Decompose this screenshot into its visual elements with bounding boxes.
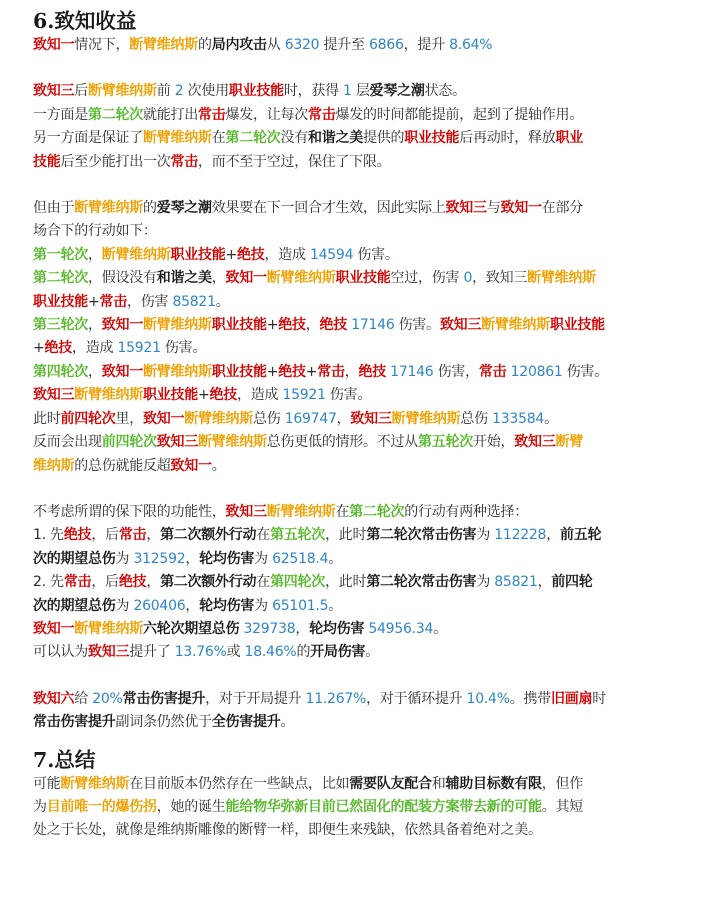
text-run: 。	[215, 293, 230, 310]
text-run: 反而会出现	[33, 434, 102, 451]
text-run: 在	[256, 574, 271, 591]
text-line	[33, 408, 690, 431]
text-run: ，	[88, 317, 102, 334]
text-line	[33, 267, 690, 290]
text-run: 总伤	[253, 410, 285, 427]
text-run: ，	[146, 527, 161, 544]
text-run: 1. 先	[33, 527, 64, 544]
red-highlight: 绝技	[319, 317, 347, 334]
text-line	[33, 197, 690, 220]
red-highlight: 致知三	[514, 434, 556, 451]
text-line	[33, 80, 690, 103]
bold-term: 爱琴之潮	[369, 83, 425, 100]
text-line	[33, 34, 690, 57]
green-highlight: 前四轮次	[101, 434, 157, 451]
orange-highlight: 断臂维纳斯	[143, 317, 212, 334]
text-run: 。	[328, 597, 343, 614]
red-highlight: 致知一	[170, 457, 212, 474]
text-run: 在	[256, 527, 271, 544]
red-highlight: 职业技能	[33, 293, 88, 310]
number-value: 120861	[510, 363, 563, 380]
text-run: +	[266, 317, 279, 334]
text-run: 开始，	[473, 434, 515, 451]
section-7-heading: 7.总结	[33, 747, 96, 772]
red-highlight: 致知一	[101, 317, 143, 334]
red-highlight: 致知六	[33, 690, 75, 707]
green-highlight: 能给物华弥新目前已然固化的配装方案带去新的可能	[225, 798, 542, 815]
bold-term: 和谐之美	[156, 270, 212, 287]
orange-highlight: 断臂维纳斯	[266, 270, 336, 287]
text-run: ，	[185, 597, 200, 614]
text-line	[33, 571, 690, 594]
text-run: 时	[592, 690, 607, 707]
number-value: 1	[343, 83, 352, 100]
text-run: 爆发，让每次	[225, 106, 308, 123]
red-highlight: 致知一	[101, 363, 143, 380]
section-6-body	[33, 34, 690, 735]
bold-term: 和谐之美	[308, 130, 363, 147]
bold-term: 次的期望总伤	[33, 550, 116, 567]
red-highlight: 致知三	[33, 387, 75, 404]
red-highlight: 致知一	[33, 37, 75, 53]
text-run: ，此时	[325, 574, 367, 591]
red-highlight: 致知三	[225, 503, 267, 520]
red-highlight: 职业技能	[143, 387, 198, 404]
number-value: 133584	[492, 410, 545, 427]
red-highlight: 绝技	[236, 246, 265, 263]
text-run: 处之于长处，就像是维纳斯雕像的断臂一样，即便生来残缺，依然具备着绝对之美。	[33, 822, 542, 839]
green-highlight: 第三轮次	[33, 317, 88, 334]
text-run: 爆发的时间都能提前，起到了提轴作用。	[335, 106, 583, 123]
text-run: ，	[305, 317, 320, 334]
text-run: ，造成	[264, 246, 310, 263]
text-line	[33, 595, 690, 618]
green-highlight: 第五轮次	[270, 527, 326, 544]
text-run: 在目前版本仍然存在一些缺点，比如	[129, 775, 350, 792]
text-run: 。	[365, 644, 379, 661]
red-highlight: 常击	[63, 574, 92, 591]
red-highlight: 职业	[555, 130, 583, 147]
red-highlight: 绝技	[44, 340, 72, 357]
text-line	[33, 314, 690, 337]
paragraph-gap	[33, 665, 690, 688]
text-run: 层	[351, 83, 370, 100]
text-run: ，后	[91, 574, 119, 591]
bold-term: 第二次额外行动	[160, 527, 257, 544]
number-value: 65101.5	[272, 597, 329, 614]
paragraph-gap	[33, 57, 690, 80]
text-line	[33, 455, 690, 478]
text-line	[33, 151, 690, 174]
text-run: ，而不至于空过，保住了下限。	[198, 153, 391, 170]
red-highlight: 常击	[308, 106, 336, 123]
text-line	[33, 688, 690, 711]
red-highlight: 常击	[478, 363, 507, 380]
text-line	[33, 291, 690, 314]
red-highlight: 常击	[317, 363, 345, 380]
number-value: 13.76%	[174, 644, 227, 661]
number-value: 6320	[284, 37, 320, 53]
text-run: 总伤	[460, 410, 493, 427]
text-run: 为	[115, 550, 134, 567]
text-run: 后	[74, 83, 88, 100]
text-run: ，伤害	[126, 293, 173, 310]
text-run: 。	[211, 457, 226, 474]
text-run: 伤害。	[160, 340, 207, 357]
paragraph-gap	[33, 478, 690, 501]
text-run: 和	[431, 775, 446, 792]
orange-highlight: 断臂维纳斯	[74, 620, 143, 637]
text-run: 情况下，	[74, 37, 130, 53]
text-run: 时，获得	[283, 83, 344, 100]
orange-highlight: 断臂维纳斯	[88, 83, 157, 100]
text-run: ，致知三	[472, 270, 528, 287]
orange-highlight: 断臂维纳斯	[143, 130, 212, 147]
text-run: 可能	[33, 775, 61, 792]
text-run: ，	[537, 574, 552, 591]
text-run: ，	[88, 246, 102, 263]
orange-highlight: 断臂维纳斯	[143, 363, 212, 380]
number-value: 8.64%	[449, 37, 493, 53]
text-run: +	[225, 246, 237, 263]
text-run: 伤害。	[353, 246, 399, 263]
text-line	[33, 796, 690, 819]
red-highlight: 绝技	[63, 527, 92, 544]
text-run: 。携带	[509, 690, 552, 707]
red-highlight: 职业技能	[549, 317, 605, 334]
red-highlight: 致知三	[439, 317, 482, 334]
number-value: 112228	[494, 527, 547, 544]
green-highlight: 第二轮次	[88, 106, 143, 123]
text-run: 没有	[280, 130, 308, 147]
text-run: 效果要在下一回合才生效，因此实际上	[211, 200, 446, 217]
red-highlight: 绝技	[209, 387, 237, 404]
text-run: ，此时	[325, 527, 367, 544]
red-highlight: 绝技	[278, 363, 306, 380]
text-line	[33, 524, 690, 547]
red-highlight: 常击	[99, 293, 127, 310]
text-run: ，	[185, 550, 200, 567]
text-run: ，造成	[71, 340, 118, 357]
orange-highlight: 断臂维纳斯	[527, 270, 596, 287]
text-run: ，	[211, 270, 226, 287]
text-run: ，但作	[541, 775, 583, 792]
number-value: 17146	[390, 363, 434, 380]
text-run: 在	[335, 503, 350, 520]
text-run: ，	[546, 527, 560, 544]
text-run: 另一方面是保证了	[33, 130, 143, 147]
bold-term: 全伤害提升	[211, 714, 281, 731]
red-highlight: 前四轮次	[60, 410, 116, 427]
bold-term: 常击伤害提升	[33, 714, 116, 731]
text-run: ，她的诞生	[156, 798, 226, 815]
number-value: 11.267%	[305, 690, 367, 707]
red-highlight: 职业技能	[335, 270, 391, 287]
text-run: 在	[211, 130, 226, 147]
bold-term: 六轮次期望总伤	[143, 620, 240, 637]
text-run: ，后	[91, 527, 119, 544]
bold-term: 第二轮次常击伤害	[366, 574, 477, 591]
bold-term: 前四轮	[551, 574, 593, 591]
text-run: 为	[254, 597, 273, 614]
bold-term: 第二次额外行动	[160, 574, 257, 591]
text-run: ，	[344, 363, 359, 380]
orange-highlight: 断臂维纳斯	[266, 503, 336, 520]
number-value: 312592	[133, 550, 186, 567]
orange-highlight: 断臂维纳斯	[74, 200, 143, 217]
red-highlight: 致知一	[143, 410, 185, 427]
text-run: 次使用	[183, 83, 229, 100]
number-value: 2	[174, 83, 184, 100]
number-value: 17146	[351, 317, 395, 334]
red-highlight: 绝技	[118, 574, 147, 591]
bold-term: 第二轮次常击伤害	[366, 527, 477, 544]
bold-term: 次的期望总伤	[33, 597, 116, 614]
text-run: 可以认为	[33, 644, 88, 661]
section-spacer	[33, 735, 690, 747]
text-line	[33, 548, 690, 571]
orange-highlight: 断臂维纳斯	[74, 387, 143, 404]
text-run: 的总伤就能反超	[74, 457, 171, 474]
text-run: 从	[266, 37, 285, 53]
text-run: 状态。	[424, 83, 466, 100]
number-value: 6866	[369, 37, 404, 53]
text-run: 的	[143, 200, 157, 217]
red-highlight: 致知一	[225, 270, 267, 287]
text-line	[33, 244, 690, 267]
text-run: 。其短	[541, 798, 583, 815]
red-highlight: 职业技能	[228, 83, 284, 100]
text-run: 后至少能打出一次	[60, 153, 171, 170]
number-value: 20%	[92, 690, 123, 707]
text-run: 为	[115, 597, 134, 614]
text-line	[33, 711, 690, 734]
orange-highlight: 断臂维纳斯	[184, 410, 253, 427]
bold-term: 辅助目标数有限	[445, 775, 542, 792]
text-run: 里，	[115, 410, 143, 427]
text-run: 为	[254, 550, 273, 567]
text-run: 为	[476, 574, 495, 591]
orange-highlight: 断臂维纳斯	[481, 317, 550, 334]
number-value: 85821	[494, 574, 538, 591]
text-line	[33, 618, 690, 641]
text-run: 给	[74, 690, 93, 707]
text-line	[33, 819, 690, 842]
text-run: 伤害。	[325, 387, 372, 404]
section-7-body	[33, 773, 690, 843]
text-run: +	[266, 363, 279, 380]
text-run: 不考虑所谓的保下限的功能性，	[33, 503, 226, 520]
orange-highlight: 断臂维纳斯	[60, 775, 130, 792]
text-run: 。	[328, 550, 343, 567]
text-run: 但由于	[33, 200, 75, 217]
text-line	[33, 641, 690, 664]
number-value: 260406	[133, 597, 186, 614]
text-line	[33, 337, 690, 360]
red-highlight: 常击	[198, 106, 226, 123]
number-value: 14594	[309, 246, 354, 263]
red-highlight: 职业技能	[211, 317, 267, 334]
text-run: 提供的	[363, 130, 405, 147]
text-run: ，造成	[236, 387, 283, 404]
text-line	[33, 384, 690, 407]
red-highlight: 常击	[118, 527, 147, 544]
green-highlight: 第五轮次	[418, 434, 473, 451]
orange-highlight: 断臂维纳斯	[391, 410, 461, 427]
red-highlight: 职业技能	[211, 363, 267, 380]
text-run: +	[88, 293, 100, 310]
text-run: +	[33, 340, 45, 357]
text-run: 的	[198, 37, 212, 53]
text-line	[33, 361, 690, 384]
text-line	[33, 501, 690, 524]
text-run: ，提升	[403, 37, 450, 53]
red-highlight: 致知三	[33, 83, 75, 100]
text-run: 提升至	[319, 37, 369, 53]
red-highlight: 致知三	[156, 434, 198, 451]
red-highlight: 致知三	[350, 410, 392, 427]
bold-term: 轮均伤害	[199, 550, 255, 567]
text-run: 伤害。	[394, 317, 440, 334]
red-highlight: 技能	[33, 153, 61, 170]
number-value: 169747	[284, 410, 337, 427]
red-highlight: 旧画扇	[551, 690, 593, 707]
text-run: 前	[156, 83, 175, 100]
text-run: ，	[88, 363, 102, 380]
number-value: 54956.34	[368, 620, 434, 637]
text-line	[33, 773, 690, 796]
bold-term: 前五轮	[559, 527, 602, 544]
red-highlight: 致知一	[500, 200, 542, 217]
red-highlight: 绝技	[358, 363, 386, 380]
green-highlight: 第四轮次	[33, 363, 88, 380]
green-highlight: 第二轮次	[349, 503, 405, 520]
bold-term: 局内攻击	[211, 37, 267, 53]
orange-highlight: 断臂维纳斯	[198, 434, 267, 451]
text-run: 空过，伤害	[390, 270, 464, 287]
green-highlight: 第一轮次	[33, 246, 88, 263]
number-value: 329738	[243, 620, 296, 637]
text-line	[33, 220, 690, 243]
text-run: 。	[280, 714, 295, 731]
text-line	[33, 431, 690, 454]
orange-highlight: 断臂维纳斯	[129, 37, 198, 53]
text-run: +	[305, 363, 318, 380]
text-run: 一方面是	[33, 106, 88, 123]
red-highlight: 职业技能	[170, 246, 226, 263]
bold-term: 需要队友配合	[349, 775, 432, 792]
text-run: 或	[226, 644, 245, 661]
text-run: ，	[295, 620, 310, 637]
number-value: 15921	[282, 387, 326, 404]
green-highlight: 第二轮次	[225, 130, 281, 147]
orange-highlight: 断臂维纳斯	[101, 246, 171, 263]
number-value: 0	[463, 270, 473, 287]
bold-term: 常击伤害提升	[122, 690, 206, 707]
text-run: 的行动有两种选择：	[404, 503, 528, 520]
text-run: 2. 先	[33, 574, 64, 591]
text-run: ，	[336, 410, 351, 427]
text-run: 为	[476, 527, 495, 544]
text-run: ，假设没有	[88, 270, 157, 287]
number-value: 10.4%	[466, 690, 510, 707]
text-run: 与	[486, 200, 501, 217]
text-run: 。	[433, 620, 447, 637]
red-highlight: 绝技	[278, 317, 306, 334]
text-line	[33, 104, 690, 127]
text-run: 此时	[33, 410, 61, 427]
text-run: 提升了	[129, 644, 175, 661]
number-value: 85821	[172, 293, 216, 310]
text-run: ，对于开局提升	[205, 690, 306, 707]
orange-highlight: 维纳斯	[33, 457, 75, 474]
text-run: 在部分	[541, 200, 583, 217]
text-run: 总伤更低的情形。不过从	[266, 434, 418, 451]
red-highlight: 致知三	[88, 644, 130, 661]
text-run: 伤害。	[562, 363, 609, 380]
text-line	[33, 127, 690, 150]
paragraph-gap	[33, 174, 690, 197]
text-run: 的	[296, 644, 311, 661]
bold-term: 开局伤害	[310, 644, 366, 661]
number-value: 62518.4	[272, 550, 329, 567]
red-highlight: 致知一	[33, 620, 75, 637]
text-run: ，对于循环提升	[366, 690, 467, 707]
orange-highlight: 目前唯一的爆伤拐	[46, 798, 157, 815]
text-run: 伤害，	[433, 363, 479, 380]
text-run: +	[198, 387, 210, 404]
text-run: 场合下的行动如下：	[33, 223, 157, 240]
number-value: 18.46%	[244, 644, 297, 661]
text-run: 就能打出	[143, 106, 198, 123]
bold-term: 轮均伤害	[199, 597, 255, 614]
text-run: 后再动时，释放	[459, 130, 556, 147]
red-highlight: 职业技能	[404, 130, 460, 147]
number-value: 15921	[117, 340, 161, 357]
bold-term: 爱琴之潮	[156, 200, 212, 217]
text-run: 。	[544, 410, 558, 427]
section-6-heading: 6.致知收益	[33, 9, 137, 33]
red-highlight: 致知三	[445, 200, 487, 217]
text-run: 为	[33, 798, 47, 815]
green-highlight: 第四轮次	[270, 574, 326, 591]
orange-highlight: 断臂	[555, 434, 583, 451]
green-highlight: 第二轮次	[33, 270, 88, 287]
text-run: 副词条仍然优于	[115, 714, 212, 731]
red-highlight: 常击	[170, 153, 198, 170]
text-run: ，	[146, 574, 161, 591]
bold-term: 轮均伤害	[309, 620, 365, 637]
